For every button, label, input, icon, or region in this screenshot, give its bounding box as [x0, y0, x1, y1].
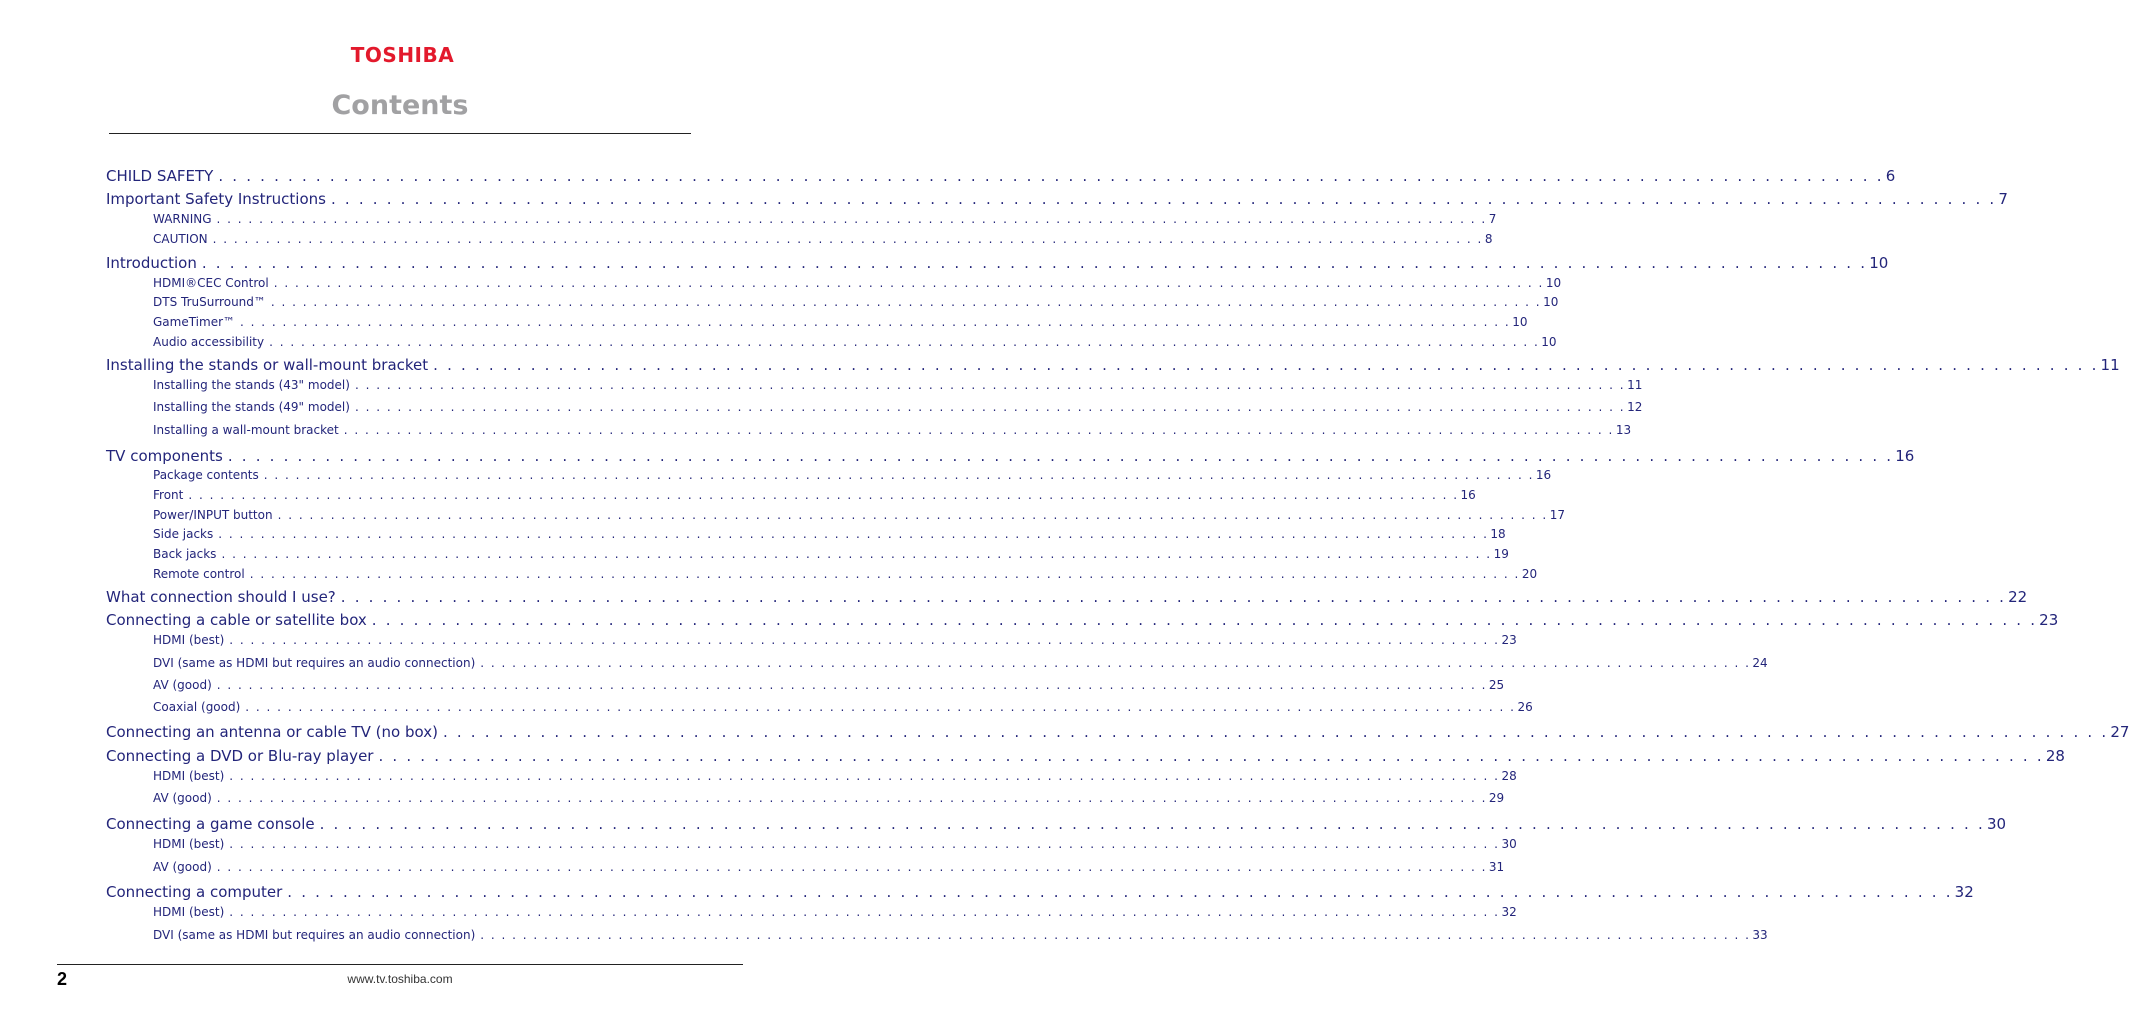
toc-entry-label: Introduction: [106, 254, 197, 272]
toc-entry-label: Audio accessibility: [153, 335, 265, 349]
toc-section[interactable]: [106, 723, 2129, 745]
dot-leader: . . . . . . . . . . . . . . . . . . . . . . . . . . . . . . . . . . . . . . . . . . . . . . . . . . . . . . . . . . . . . . . . . . . . . . . . . . . . . . . . . . . . . . . . . . . . . . . . . . . . . . . . . . . . . . . . . . . . . . . .: [480, 928, 1751, 942]
toc-section[interactable]: [106, 254, 1889, 276]
toc-subsection[interactable]: [153, 400, 1643, 418]
toc-page-number: 29: [1488, 791, 1505, 805]
toc-section[interactable]: [106, 815, 2007, 837]
toc-entry-label: AV (good): [153, 860, 212, 874]
toc-entry-label: Back jacks: [153, 547, 217, 561]
toc-entry-label: HDMI®CEC Control: [153, 276, 269, 290]
toc-subsection[interactable]: [153, 212, 1497, 230]
dot-leader: . . . . . . . . . . . . . . . . . . . . . . . . . . . . . . . . . . . . . . . . . . . . . . . . . . . . . . . . . . . . . . . . . . . . . . . . . . . . . . . . . . . . . . . . . . . . . . . . . . . . . . . . . . . . . . . . . . . . . . . .: [216, 791, 1487, 805]
dot-leader: . . . . . . . . . . . . . . . . . . . . . . . . . . . . . . . . . . . . . . . . . . . . . . . . . . . . . . . . . . . . . . . . . . . . . . . . . . . . . . . . . . . . . . . . . . . . . . . . . . . . . . . . . . . . . . . . . . . . . . . .: [319, 815, 1985, 833]
toc-page-number: 20: [1521, 567, 1538, 581]
dot-leader: . . . . . . . . . . . . . . . . . . . . . . . . . . . . . . . . . . . . . . . . . . . . . . . . . . . . . . . . . . . . . . . . . . . . . . . . . . . . . . . . . . . . . . . . . . . . . . . . . . . . . . . . . . . . . . . . . . . . . . . .: [245, 700, 1516, 714]
toc-page-number: 16: [1460, 488, 1476, 502]
toc-page-number: 6: [1885, 167, 1896, 185]
toc-entry-label: HDMI (best): [153, 633, 225, 647]
toc-entry-label: WARNING: [153, 212, 212, 226]
toc-page-number: 28: [2045, 747, 2065, 765]
dot-leader: . . . . . . . . . . . . . . . . . . . . . . . . . . . . . . . . . . . . . . . . . . . . . . . . . . . . . . . . . . . . . . . . . . . . . . . . . . . . . . . . . . . . . . . . . . . . . . . . . . . . . . . . . . . . . . . . . . . . . . . .: [240, 315, 1511, 329]
toc-entry-label: Installing the stands (49" model): [153, 400, 350, 414]
toc-page-number: 16: [1895, 447, 1915, 465]
toc-entry-label: GameTimer™: [153, 315, 236, 329]
toc-page-number: 32: [1501, 905, 1517, 919]
dot-leader: . . . . . . . . . . . . . . . . . . . . . . . . . . . . . . . . . . . . . . . . . . . . . . . . . . . . . . . . . . . . . . . . . . . . . . . . . . . . . . . . . . . . . . . . . . . . . . . . . . . . . . . . . . . . . . . . . . . . . . . .: [378, 747, 2044, 765]
toc-subsection[interactable]: [153, 423, 1632, 441]
dot-leader: . . . . . . . . . . . . . . . . . . . . . . . . . . . . . . . . . . . . . . . . . . . . . . . . . . . . . . . . . . . . . . . . . . . . . . . . . . . . . . . . . . . . . . . . . . . . . . . . . . . . . . . . . . . . . . . . . . . . . . . .: [229, 769, 1500, 783]
toc-page-number: 8: [1484, 232, 1493, 246]
dot-leader: . . . . . . . . . . . . . . . . . . . . . . . . . . . . . . . . . . . . . . . . . . . . . . . . . . . . . . . . . . . . . . . . . . . . . . . . . . . . . . . . . . . . . . . . . . . . . . . . . . . . . . . . . . . . . . . . . . . . . . . .: [330, 190, 1997, 208]
dot-leader: . . . . . . . . . . . . . . . . . . . . . . . . . . . . . . . . . . . . . . . . . . . . . . . . . . . . . . . . . . . . . . . . . . . . . . . . . . . . . . . . . . . . . . . . . . . . . . . . . . . . . . . . . . . . . . . . . . . . . . . .: [229, 905, 1500, 919]
toc-subsection[interactable]: [153, 860, 1505, 878]
toc-page-number: 10: [1545, 276, 1562, 290]
dot-leader: . . . . . . . . . . . . . . . . . . . . . . . . . . . . . . . . . . . . . . . . . . . . . . . . . . . . . . . . . . . . . . . . . . . . . . . . . . . . . . . . . . . . . . . . . . . . . . . . . . . . . . . . . . . . . . . . . . . . . . . .: [480, 656, 1751, 670]
dot-leader: . . . . . . . . . . . . . . . . . . . . . . . . . . . . . . . . . . . . . . . . . . . . . . . . . . . . . . . . . . . . . . . . . . . . . . . . . . . . . . . . . . . . . . . . . . . . . . . . . . . . . . . . . . . . . . . . . . . . . . . .: [433, 356, 2099, 374]
toc-page-number: 13: [1615, 423, 1632, 437]
toc-section[interactable]: [106, 588, 2028, 610]
toc-page-number: 26: [1517, 700, 1533, 714]
toc-section[interactable]: [106, 190, 2008, 212]
toc-section[interactable]: [106, 611, 2059, 633]
toc-entry-label: HDMI (best): [153, 769, 225, 783]
toc-subsection[interactable]: [153, 527, 1506, 545]
toc-entry-label: TV components: [106, 447, 223, 465]
toc-entry-label: Installing the stands or wall-mount bracket: [106, 356, 429, 374]
toc-entry-label: AV (good): [153, 791, 212, 805]
toc-entry-label: Connecting a DVD or Blu-ray player: [106, 747, 374, 765]
dot-leader: . . . . . . . . . . . . . . . . . . . . . . . . . . . . . . . . . . . . . . . . . . . . . . . . . . . . . . . . . . . . . . . . . . . . . . . . . . . . . . . . . . . . . . . . . . . . . . . . . . . . . . . . . . . . . . . . . . . . . . . .: [371, 611, 2038, 629]
toc-page-number: 30: [1986, 815, 2007, 833]
toc-entry-label: Connecting a game console: [106, 815, 315, 833]
toc-subsection[interactable]: [153, 295, 1559, 313]
toc-subsection[interactable]: [153, 508, 1566, 526]
dot-leader: . . . . . . . . . . . . . . . . . . . . . . . . . . . . . . . . . . . . . . . . . . . . . . . . . . . . . . . . . . . . . . . . . . . . . . . . . . . . . . . . . . . . . . . . . . . . . . . . . . . . . . . . . . . . . . . . . . . . . . . .: [269, 335, 1540, 349]
dot-leader: . . . . . . . . . . . . . . . . . . . . . . . . . . . . . . . . . . . . . . . . . . . . . . . . . . . . . . . . . . . . . . . . . . . . . . . . . . . . . . . . . . . . . . . . . . . . . . . . . . . . . . . . . . . . . . . . . . . . . . . .: [354, 400, 1626, 414]
toc-page-number: 25: [1488, 678, 1505, 692]
dot-leader: . . . . . . . . . . . . . . . . . . . . . . . . . . . . . . . . . . . . . . . . . . . . . . . . . . . . . . . . . . . . . . . . . . . . . . . . . . . . . . . . . . . . . . . . . . . . . . . . . . . . . . . . . . . . . . . . . . . . . . . .: [442, 723, 2109, 741]
toc-entry-label: Connecting a cable or satellite box: [106, 611, 367, 629]
toc-entry-label: Side jacks: [153, 527, 214, 541]
toc-entry-label: Installing a wall-mount bracket: [153, 423, 339, 437]
toc-subsection[interactable]: [153, 791, 1505, 809]
toc-section[interactable]: [106, 447, 1915, 469]
toc-page-number: 16: [1535, 468, 1552, 482]
toc-page-number: 28: [1501, 769, 1517, 783]
dot-leader: . . . . . . . . . . . . . . . . . . . . . . . . . . . . . . . . . . . . . . . . . . . . . . . . . . . . . . . . . . . . . . . . . . . . . . . . . . . . . . . . . . . . . . . . . . . . . . . . . . . . . . . . . . . . . . . . . . . . . . . .: [340, 588, 2007, 606]
toc-page-number: 10: [1869, 254, 1889, 272]
toc-page-number: 32: [1954, 883, 1974, 901]
toshiba-logo: TOSHIBA: [350, 43, 455, 67]
toc-subsection[interactable]: [153, 488, 1476, 506]
toc-entry-label: DTS TruSurround™: [153, 295, 266, 309]
toc-page-number: 10: [1541, 335, 1557, 349]
toc-section[interactable]: [106, 883, 1974, 905]
toc-subsection[interactable]: [153, 769, 1517, 787]
toc-page-number: 7: [1488, 212, 1497, 226]
toc-subsection[interactable]: [153, 335, 1557, 353]
toc-entry-label: Package contents: [153, 468, 259, 482]
toc-page-number: 11: [2100, 356, 2120, 374]
dot-leader: . . . . . . . . . . . . . . . . . . . . . . . . . . . . . . . . . . . . . . . . . . . . . . . . . . . . . . . . . . . . . . . . . . . . . . . . . . . . . . . . . . . . . . . . . . . . . . . . . . . . . . . . . . . . . . . . . . . . . . . .: [343, 423, 1614, 437]
toc-subsection[interactable]: [153, 315, 1528, 333]
toc-page-number: 17: [1549, 508, 1566, 522]
toc-page-number: 22: [2008, 588, 2028, 606]
dot-leader: . . . . . . . . . . . . . . . . . . . . . . . . . . . . . . . . . . . . . . . . . . . . . . . . . . . . . . . . . . . . . . . . . . . . . . . . . . . . . . . . . . . . . . . . . . . . . . . . . . . . . . . . . . . . . . . . . . . . . . . .: [188, 488, 1459, 502]
page-title: Contents: [331, 90, 469, 121]
toc-subsection[interactable]: [153, 928, 1768, 946]
dot-leader: . . . . . . . . . . . . . . . . . . . . . . . . . . . . . . . . . . . . . . . . . . . . . . . . . . . . . . . . . . . . . . . . . . . . . . . . . . . . . . . . . . . . . . . . . . . . . . . . . . . . . . . . . . . . . . . . . . . . . . . .: [227, 447, 1894, 465]
toc-page-number: 31: [1488, 860, 1505, 874]
toc-page-number: 18: [1490, 527, 1506, 541]
dot-leader: . . . . . . . . . . . . . . . . . . . . . . . . . . . . . . . . . . . . . . . . . . . . . . . . . . . . . . . . . . . . . . . . . . . . . . . . . . . . . . . . . . . . . . . . . . . . . . . . . . . . . . . . . . . . . . . . . . . . . . . .: [216, 678, 1487, 692]
toc-page-number: 27: [2110, 723, 2129, 741]
toc-section[interactable]: [106, 747, 2065, 769]
toc-page-number: 23: [2039, 611, 2059, 629]
toc-subsection[interactable]: [153, 633, 1517, 651]
toc-entry-label: Front: [153, 488, 184, 502]
dot-leader: . . . . . . . . . . . . . . . . . . . . . . . . . . . . . . . . . . . . . . . . . . . . . . . . . . . . . . . . . . . . . . . . . . . . . . . . . . . . . . . . . . . . . . . . . . . . . . . . . . . . . . . . . . . . . . . . . . . . . . . .: [229, 837, 1500, 851]
dot-leader: . . . . . . . . . . . . . . . . . . . . . . . . . . . . . . . . . . . . . . . . . . . . . . . . . . . . . . . . . . . . . . . . . . . . . . . . . . . . . . . . . . . . . . . . . . . . . . . . . . . . . . . . . . . . . . . . . . . . . . . .: [201, 254, 1868, 272]
toc-page-number: 19: [1493, 547, 1509, 561]
toc-page-number: 33: [1752, 928, 1768, 942]
toc-page-number: 11: [1627, 378, 1643, 392]
toc-page-number: 30: [1501, 837, 1517, 851]
toc-page-number: 7: [1998, 190, 2008, 208]
toc-entry-label: AV (good): [153, 678, 212, 692]
toc-section[interactable]: [106, 167, 1896, 189]
toc-subsection[interactable]: [153, 905, 1517, 923]
dot-leader: . . . . . . . . . . . . . . . . . . . . . . . . . . . . . . . . . . . . . . . . . . . . . . . . . . . . . . . . . . . . . . . . . . . . . . . . . . . . . . . . . . . . . . . . . . . . . . . . . . . . . . . . . . . . . . . . . . . . . . . .: [218, 527, 1489, 541]
toc-page-number: 12: [1627, 400, 1643, 414]
dot-leader: . . . . . . . . . . . . . . . . . . . . . . . . . . . . . . . . . . . . . . . . . . . . . . . . . . . . . . . . . . . . . . . . . . . . . . . . . . . . . . . . . . . . . . . . . . . . . . . . . . . . . . . . . . . . . . . . . . . . . . . .: [216, 860, 1487, 874]
toc-entry-label: CAUTION: [153, 232, 208, 246]
dot-leader: . . . . . . . . . . . . . . . . . . . . . . . . . . . . . . . . . . . . . . . . . . . . . . . . . . . . . . . . . . . . . . . . . . . . . . . . . . . . . . . . . . . . . . . . . . . . . . . . . . . . . . . . . . . . . . . . . . . . . . . .: [273, 276, 1544, 290]
toc-subsection[interactable]: [153, 678, 1505, 696]
dot-leader: . . . . . . . . . . . . . . . . . . . . . . . . . . . . . . . . . . . . . . . . . . . . . . . . . . . . . . . . . . . . . . . . . . . . . . . . . . . . . . . . . . . . . . . . . . . . . . . . . . . . . . . . . . . . . . . . . . . . . . . .: [263, 468, 1534, 482]
toc-section[interactable]: [106, 356, 2120, 378]
footer-url: www.tv.toshiba.com: [347, 972, 453, 986]
dot-leader: . . . . . . . . . . . . . . . . . . . . . . . . . . . . . . . . . . . . . . . . . . . . . . . . . . . . . . . . . . . . . . . . . . . . . . . . . . . . . . . . . . . . . . . . . . . . . . . . . . . . . . . . . . . . . . . . . . . . . . . .: [354, 378, 1626, 392]
toc-subsection[interactable]: [153, 656, 1768, 674]
toc-entry-label: Connecting an antenna or cable TV (no box): [106, 723, 438, 741]
dot-leader: . . . . . . . . . . . . . . . . . . . . . . . . . . . . . . . . . . . . . . . . . . . . . . . . . . . . . . . . . . . . . . . . . . . . . . . . . . . . . . . . . . . . . . . . . . . . . . . . . . . . . . . . . . . . . . . . . . . . . . . .: [249, 567, 1520, 581]
toc-entry-label: HDMI (best): [153, 905, 225, 919]
toc-subsection[interactable]: [153, 700, 1533, 718]
toc-page-number: 10: [1512, 315, 1528, 329]
toc-entry-label: Important Safety Instructions: [106, 190, 326, 208]
toc-subsection[interactable]: [153, 232, 1493, 250]
page-number: 2: [57, 969, 68, 989]
dot-leader: . . . . . . . . . . . . . . . . . . . . . . . . . . . . . . . . . . . . . . . . . . . . . . . . . . . . . . . . . . . . . . . . . . . . . . . . . . . . . . . . . . . . . . . . . . . . . . . . . . . . . . . . . . . . . . . . . . . . . . . .: [216, 212, 1487, 226]
dot-leader: . . . . . . . . . . . . . . . . . . . . . . . . . . . . . . . . . . . . . . . . . . . . . . . . . . . . . . . . . . . . . . . . . . . . . . . . . . . . . . . . . . . . . . . . . . . . . . . . . . . . . . . . . . . . . . . . . . . . . . . .: [212, 232, 1483, 246]
toc-entry-label: Remote control: [153, 567, 245, 581]
dot-leader: . . . . . . . . . . . . . . . . . . . . . . . . . . . . . . . . . . . . . . . . . . . . . . . . . . . . . . . . . . . . . . . . . . . . . . . . . . . . . . . . . . . . . . . . . . . . . . . . . . . . . . . . . . . . . . . . . . . . . . . .: [221, 547, 1492, 561]
dot-leader: . . . . . . . . . . . . . . . . . . . . . . . . . . . . . . . . . . . . . . . . . . . . . . . . . . . . . . . . . . . . . . . . . . . . . . . . . . . . . . . . . . . . . . . . . . . . . . . . . . . . . . . . . . . . . . . . . . . . . . . .: [270, 295, 1542, 309]
toc-entry-label: Installing the stands (43" model): [153, 378, 350, 392]
dot-leader: . . . . . . . . . . . . . . . . . . . . . . . . . . . . . . . . . . . . . . . . . . . . . . . . . . . . . . . . . . . . . . . . . . . . . . . . . . . . . . . . . . . . . . . . . . . . . . . . . . . . . . . . . . . . . . . . . . . . . . . .: [287, 883, 1953, 901]
toc-page-number: 23: [1501, 633, 1517, 647]
toc-entry-label: DVI (same as HDMI but requires an audio connection): [153, 656, 476, 670]
toc-entry-label: Power/INPUT button: [153, 508, 273, 522]
dot-leader: . . . . . . . . . . . . . . . . . . . . . . . . . . . . . . . . . . . . . . . . . . . . . . . . . . . . . . . . . . . . . . . . . . . . . . . . . . . . . . . . . . . . . . . . . . . . . . . . . . . . . . . . . . . . . . . . . . . . . . . .: [277, 508, 1548, 522]
footer-divider: [57, 964, 743, 965]
toc-subsection[interactable]: [153, 468, 1552, 486]
dot-leader: . . . . . . . . . . . . . . . . . . . . . . . . . . . . . . . . . . . . . . . . . . . . . . . . . . . . . . . . . . . . . . . . . . . . . . . . . . . . . . . . . . . . . . . . . . . . . . . . . . . . . . . . . . . . . . . . . . . . . . . .: [218, 167, 1884, 185]
toc-entry-label: DVI (same as HDMI but requires an audio connection): [153, 928, 476, 942]
dot-leader: . . . . . . . . . . . . . . . . . . . . . . . . . . . . . . . . . . . . . . . . . . . . . . . . . . . . . . . . . . . . . . . . . . . . . . . . . . . . . . . . . . . . . . . . . . . . . . . . . . . . . . . . . . . . . . . . . . . . . . . .: [229, 633, 1500, 647]
toc-subsection[interactable]: [153, 837, 1517, 855]
toc-entry-label: Connecting a computer: [106, 883, 283, 901]
toc-page-number: 10: [1543, 295, 1559, 309]
toc-subsection[interactable]: [153, 378, 1643, 396]
toc-subsection[interactable]: [153, 276, 1562, 294]
toc-page-number: 24: [1752, 656, 1768, 670]
toc-entry-label: What connection should I use?: [106, 588, 336, 606]
toc-entry-label: Coaxial (good): [153, 700, 241, 714]
toc-subsection[interactable]: [153, 567, 1538, 585]
toc-subsection[interactable]: [153, 547, 1509, 565]
toc-entry-label: CHILD SAFETY: [106, 167, 214, 185]
toc-entry-label: HDMI (best): [153, 837, 225, 851]
